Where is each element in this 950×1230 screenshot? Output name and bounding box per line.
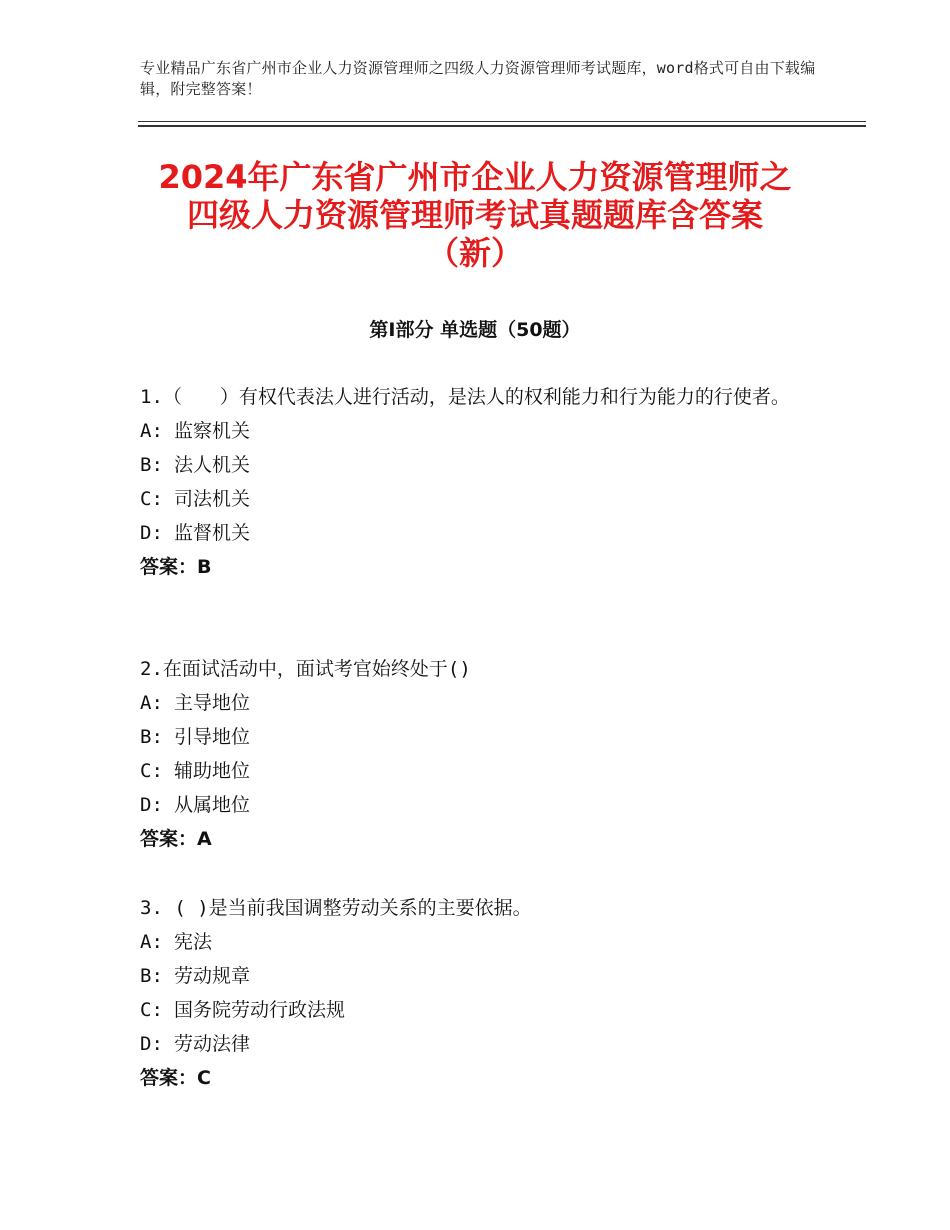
option-c bbox=[140, 754, 820, 788]
option-d bbox=[140, 1027, 820, 1061]
question-1 bbox=[140, 380, 820, 584]
option-d bbox=[140, 788, 820, 822]
question-2 bbox=[140, 652, 820, 856]
option-key: C: bbox=[140, 488, 163, 510]
answer-line: 答案：A bbox=[140, 828, 212, 850]
option-text: 监察机关 bbox=[174, 420, 251, 442]
section-title: 第Ⅰ部分 单选题（50题） bbox=[369, 319, 581, 341]
answer-line: 答案：B bbox=[140, 556, 212, 578]
option-text: 引导地位 bbox=[174, 726, 251, 748]
option-text: 从属地位 bbox=[174, 794, 251, 816]
question-3 bbox=[140, 891, 820, 1095]
option-b bbox=[140, 959, 820, 993]
question-stem: 1.（ ）有权代表法人进行活动，是法人的权利能力和行为能力的行使者。 bbox=[140, 386, 790, 408]
option-a bbox=[140, 686, 820, 720]
option-key: A: bbox=[140, 420, 163, 442]
option-b bbox=[140, 720, 820, 754]
option-a bbox=[140, 925, 820, 959]
option-b bbox=[140, 448, 820, 482]
option-key: C: bbox=[140, 760, 163, 782]
option-text: 司法机关 bbox=[174, 488, 251, 510]
option-text: 法人机关 bbox=[174, 454, 251, 476]
option-key: A: bbox=[140, 931, 163, 953]
option-text: 劳动法律 bbox=[174, 1033, 251, 1055]
option-d bbox=[140, 516, 820, 550]
document-title bbox=[120, 158, 830, 272]
option-text: 国务院劳动行政法规 bbox=[174, 999, 346, 1021]
option-key: D: bbox=[140, 794, 163, 816]
option-key: D: bbox=[140, 1033, 163, 1055]
option-c bbox=[140, 482, 820, 516]
option-key: A: bbox=[140, 692, 163, 714]
option-key: B: bbox=[140, 965, 163, 987]
title-line-3: （新） bbox=[426, 234, 523, 272]
option-key: D: bbox=[140, 522, 163, 544]
option-c bbox=[140, 993, 820, 1027]
question-stem: 3. ( )是当前我国调整劳动关系的主要依据。 bbox=[140, 897, 532, 919]
option-text: 监督机关 bbox=[174, 522, 251, 544]
option-a bbox=[140, 414, 820, 448]
header-note: 专业精品广东省广州市企业人力资源管理师之四级人力资源管理师考试题库，word格式可自由下载编辑，附完整答案！ bbox=[140, 59, 816, 98]
question-stem: 2.在面试活动中，面试考官始终处于() bbox=[140, 658, 471, 680]
answer-line: 答案：C bbox=[140, 1067, 211, 1089]
header-divider-thick bbox=[138, 125, 866, 127]
title-line-1: 2024年广东省广州市企业人力资源管理师之 bbox=[158, 158, 792, 196]
option-text: 劳动规章 bbox=[174, 965, 251, 987]
option-text: 主导地位 bbox=[174, 692, 251, 714]
title-line-2: 四级人力资源管理师考试真题题库含答案 bbox=[186, 196, 763, 234]
header-divider-thin bbox=[138, 121, 866, 122]
option-key: C: bbox=[140, 999, 163, 1021]
option-text: 辅助地位 bbox=[174, 760, 251, 782]
option-key: B: bbox=[140, 726, 163, 748]
option-key: B: bbox=[140, 454, 163, 476]
option-text: 宪法 bbox=[174, 931, 213, 953]
